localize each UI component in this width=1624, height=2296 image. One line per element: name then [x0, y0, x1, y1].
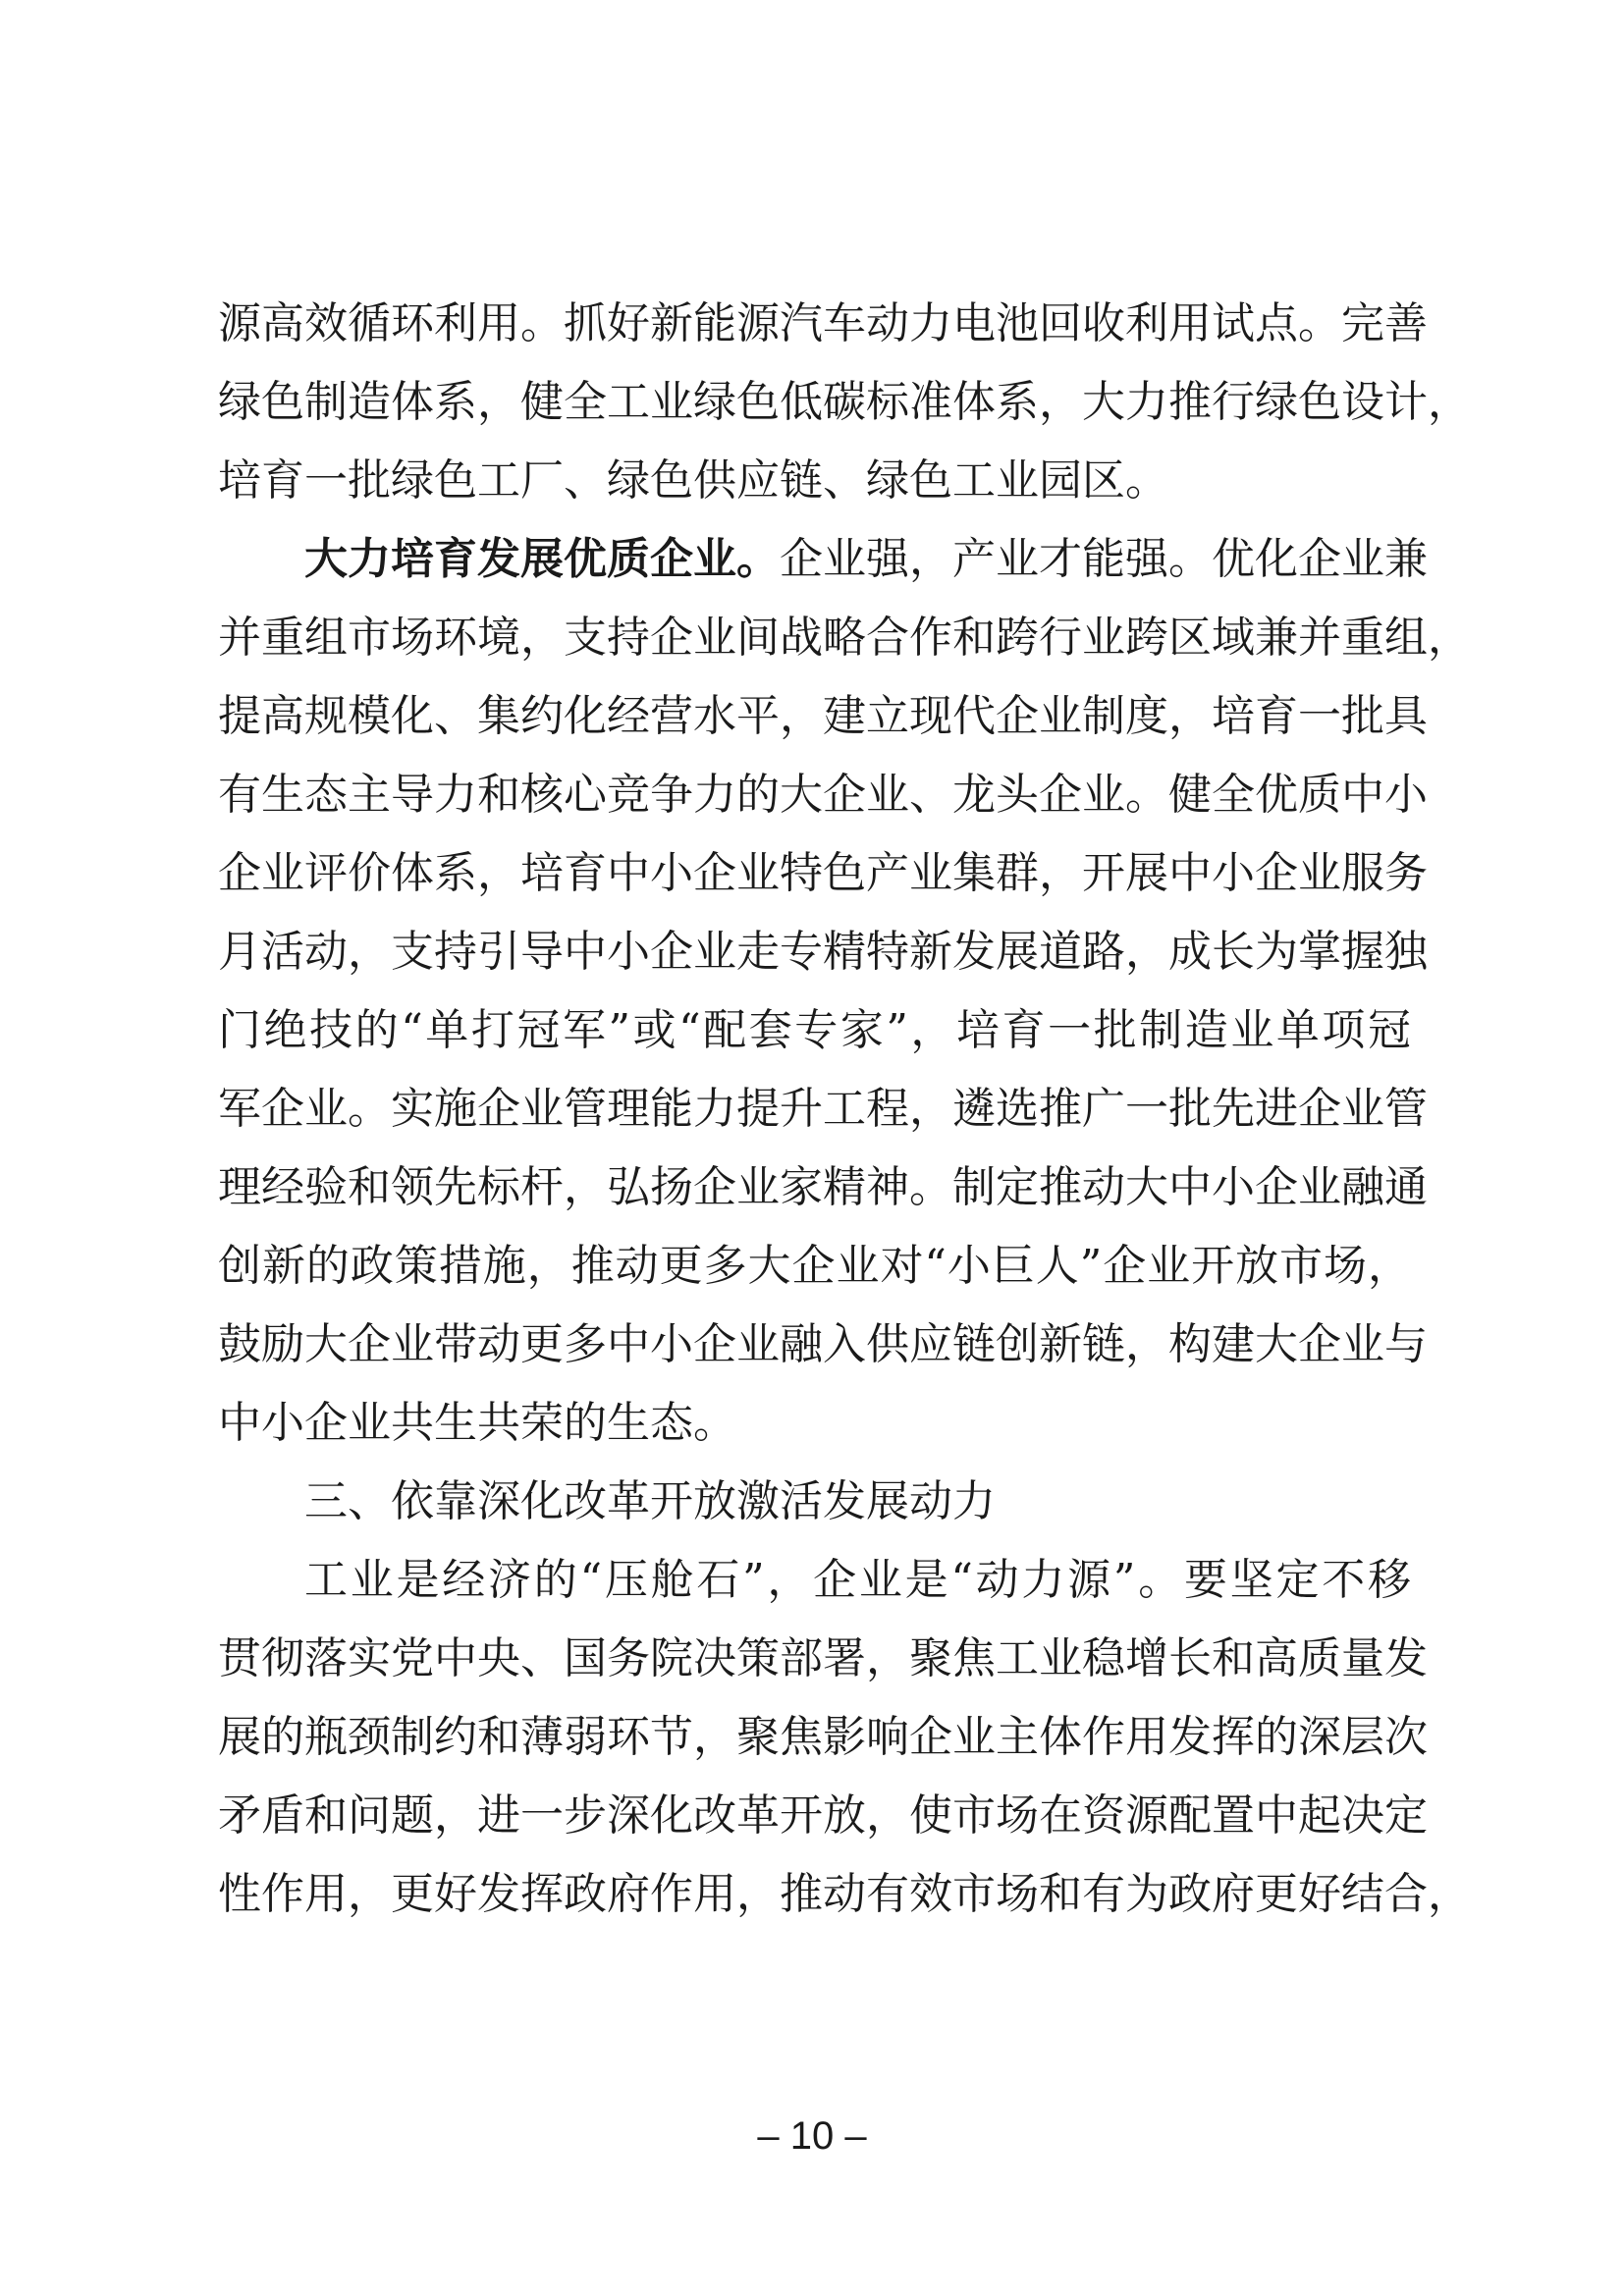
paragraph-2-line-1	[304, 520, 1428, 599]
paragraph-2-line-11: 鼓励大企业带动更多中小企业融入供应链创新链，构建大企业与	[218, 1319, 1428, 1369]
page-number: – 10 –	[757, 2114, 867, 2158]
paragraph-3-line-2: 贯彻落实党中央、国务院决策部署，聚焦工业稳增长和高质量发	[218, 1633, 1428, 1683]
paragraph-2-line-6: 月活动，支持引导中小企业走专精特新发展道路，成长为掌握独	[218, 927, 1428, 977]
paragraph-2-line-9: 理经验和领先标杆，弘扬企业家精神。制定推动大中小企业融通	[218, 1162, 1428, 1212]
paragraph-1-line-3: 培育一批绿色工厂、绿色供应链、绿色工业园区。	[218, 455, 1168, 506]
paragraph-2-lead-rest: 企业强，产业才能强。优化企业兼	[780, 534, 1428, 584]
paragraph-2-line-8: 军企业。实施企业管理能力提升工程，遴选推广一批先进企业管	[218, 1084, 1428, 1134]
paragraph-1-line-1: 源高效循环利用。抓好新能源汽车动力电池回收利用试点。完善	[218, 298, 1428, 348]
paragraph-3-line-5: 性作用，更好发挥政府作用，推动有效市场和有为政府更好结合，	[218, 1869, 1471, 1919]
paragraph-3-line-4: 矛盾和问题，进一步深化改革开放，使市场在资源配置中起决定	[218, 1790, 1428, 1841]
paragraph-2-line-12: 中小企业共生共荣的生态。	[218, 1398, 736, 1448]
paragraph-1-line-2: 绿色制造体系，健全工业绿色低碳标准体系，大力推行绿色设计，	[218, 377, 1471, 427]
paragraph-3-line-3: 展的瓶颈制约和薄弱环节，聚焦影响企业主体作用发挥的深层次	[218, 1712, 1428, 1762]
paragraph-2-line-4: 有生态主导力和核心竞争力的大企业、龙头企业。健全优质中小	[218, 770, 1428, 820]
paragraph-2-line-10: 创新的政策措施，推动更多大企业对“小巨人”企业开放市场，	[218, 1241, 1411, 1291]
section-heading: 三、依靠深化改革开放激活发展动力	[304, 1476, 996, 1526]
paragraph-3-line-1: 工业是经济的“压舱石”，企业是“动力源”。要坚定不移	[304, 1555, 1411, 1605]
paragraph-2-line-2: 并重组市场环境，支持企业间战略合作和跨行业跨区域兼并重组，	[218, 613, 1471, 663]
paragraph-2-lead-bold: 大力培育发展优质企业。	[304, 534, 780, 584]
paragraph-2-line-7: 门绝技的“单打冠军”或“配套专家”，培育一批制造业单项冠	[218, 1005, 1411, 1055]
paragraph-2-line-5: 企业评价体系，培育中小企业特色产业集群，开展中小企业服务	[218, 848, 1428, 898]
paragraph-2-line-3: 提高规模化、集约化经营水平，建立现代企业制度，培育一批具	[218, 691, 1428, 741]
